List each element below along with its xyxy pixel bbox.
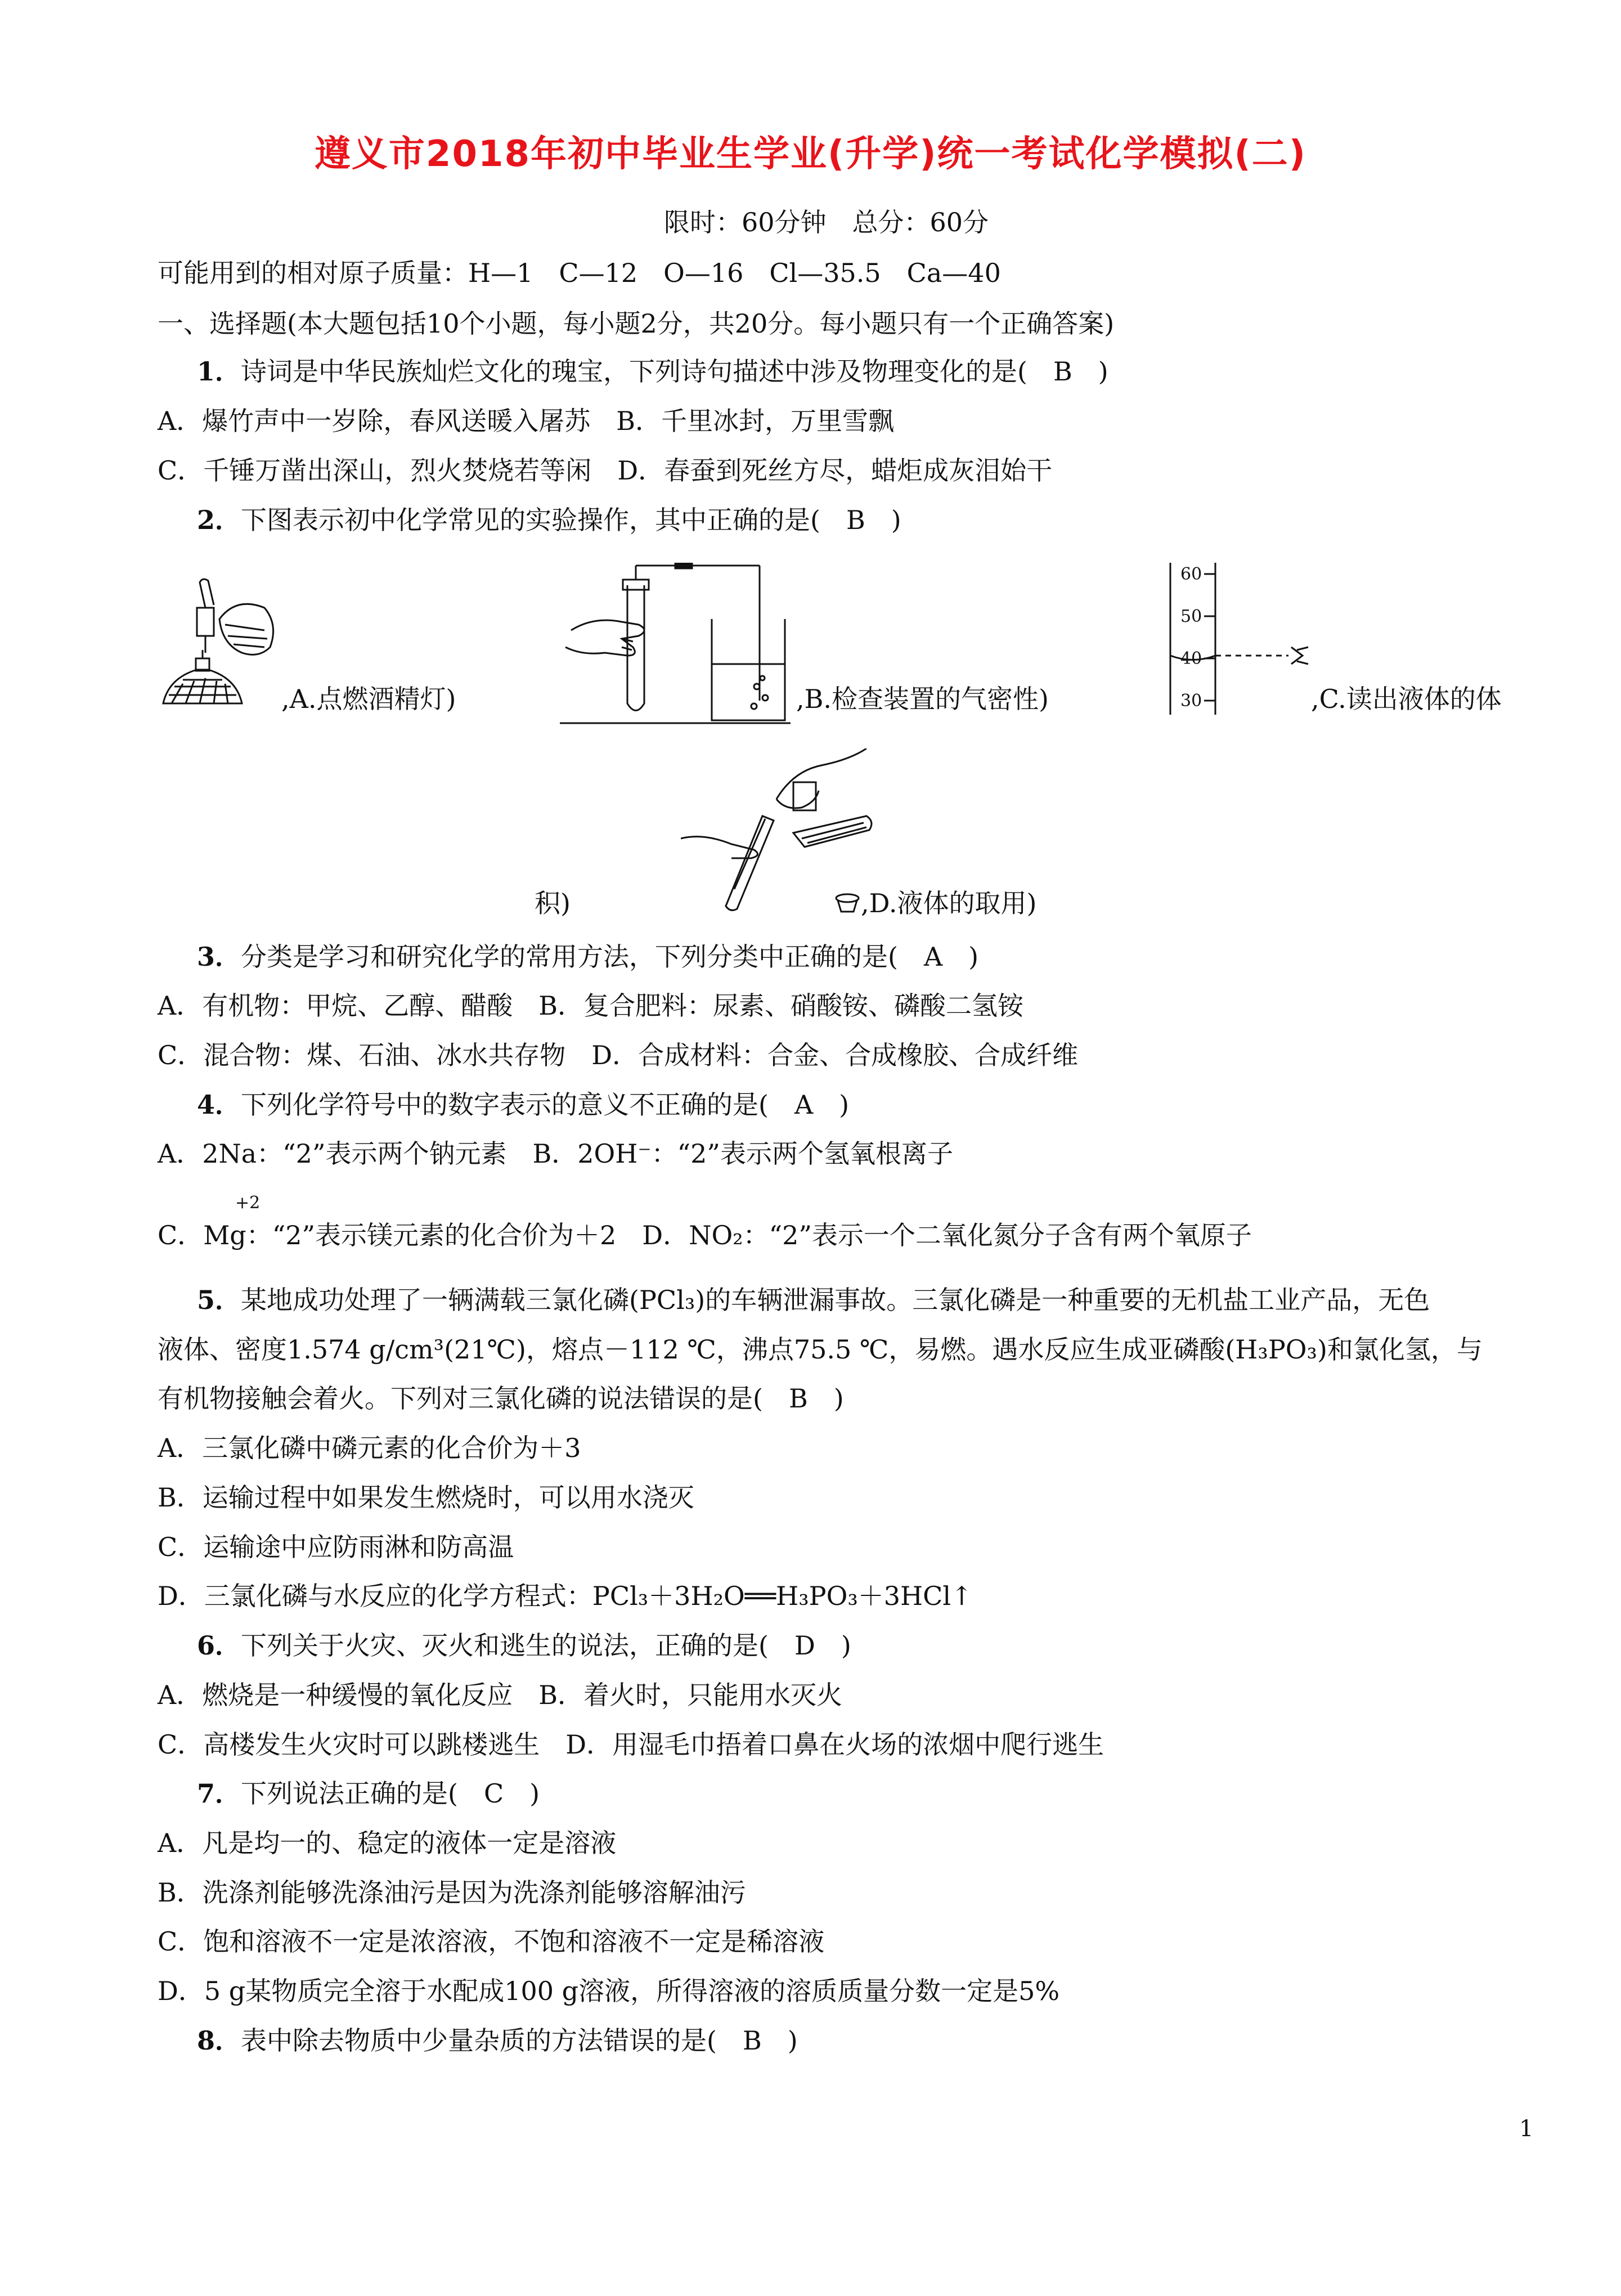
q7-option-a: A．凡是均一的、稳定的液体一定是溶液 bbox=[158, 1828, 617, 1858]
question-stem: 下列说法正确的是( C ) bbox=[241, 1778, 540, 1809]
caption-b: ,B.检查装置的气密性) bbox=[796, 684, 1049, 714]
q4-options-ab: A．2Na：“2”表示两个钠元素 B．2OH⁻：“2”表示两个氢氧根离子 bbox=[158, 1138, 953, 1169]
cylinder-tick-40: 40 bbox=[1180, 649, 1202, 669]
question-stem: 下列关于火灾、灭火和逃生的说法，正确的是( D ) bbox=[241, 1630, 851, 1661]
question-stem-line1: 某地成功处理了一辆满载三氯化磷(PCl₃)的车辆泄漏事故。三氯化磷是一种重要的无机盐工业产品，无色 bbox=[241, 1285, 1430, 1315]
figure-airtightness bbox=[560, 563, 796, 726]
caption-c: ,C.读出液体的体 bbox=[1311, 684, 1502, 714]
q4-options-cd: C．Mg：“2”表示镁元素的化合价为＋2 D．NO₂：“2”表示一个二氧化氮分子含有两个氧原子 bbox=[158, 1220, 1252, 1250]
cylinder-tick-60: 60 bbox=[1180, 564, 1202, 584]
question-stem: 分类是学习和研究化学的常用方法，下列分类中正确的是( A ) bbox=[241, 941, 979, 972]
q6-options-ab: A．燃烧是一种缓慢的氧化反应 B．着火时，只能用水灭火 bbox=[158, 1680, 843, 1710]
q5-option-d: D．三氯化磷与水反应的化学方程式：PCl₃＋3H₂O══H₃PO₃＋3HCl↑ bbox=[158, 1581, 973, 1611]
page-title: 遵义市2018年初中毕业生学业(升学)统一考试化学模拟(二) bbox=[314, 133, 1307, 175]
question-stem: 下列化学符号中的数字表示的意义不正确的是( A ) bbox=[241, 1089, 850, 1120]
stopper-icon bbox=[834, 893, 860, 915]
figure-measuring-cylinder bbox=[1159, 563, 1322, 720]
section-heading: 一、选择题(本大题包括10个小题，每小题2分，共20分。每小题只有一个正确答案) bbox=[158, 308, 1115, 339]
q1-options-ab: A．爆竹声中一岁除，春风送暖入屠苏 B．千里冰封，万里雪飘 bbox=[158, 406, 895, 436]
caption-d: ,D.液体的取用) bbox=[861, 888, 1037, 918]
q5-option-c: C．运输途中应防雨淋和防高温 bbox=[158, 1532, 514, 1562]
q7-option-d: D．5 g某物质完全溶于水配成100 g溶液，所得溶液的溶质质量分数一定是5% bbox=[158, 1976, 1060, 2006]
q7-option-c: C．饱和溶液不一定是浓溶液，不饱和溶液不一定是稀溶液 bbox=[158, 1926, 825, 1957]
question-number: 6． bbox=[197, 1630, 241, 1661]
q7-option-b: B．洗涤剂能够洗涤油污是因为洗涤剂能够溶解油污 bbox=[158, 1877, 746, 1908]
question-8 bbox=[197, 2024, 798, 2057]
q1-options-cd: C．千锤万凿出深山，烈火焚烧若等闲 D．春蚕到死丝方尽，蜡炬成灰泪始干 bbox=[158, 455, 1053, 486]
exam-limits: 限时：60分钟 总分：60分 bbox=[664, 207, 989, 237]
q5-option-a: A．三氯化磷中磷元素的化合价为＋3 bbox=[158, 1433, 581, 1463]
question-2 bbox=[197, 503, 901, 537]
q3-options-cd: C．混合物：煤、石油、冰水共存物 D．合成材料：合金、合成橡胶、合成纤维 bbox=[158, 1040, 1079, 1070]
q3-options-ab: A．有机物：甲烷、乙醇、醋酸 B．复合肥料：尿素、硝酸铵、磷酸二氢铵 bbox=[158, 990, 1024, 1021]
question-stem: 下图表示初中化学常见的实验操作，其中正确的是( B ) bbox=[241, 505, 901, 535]
cylinder-tick-30: 30 bbox=[1180, 691, 1202, 711]
page-number: 1 bbox=[1519, 2116, 1534, 2142]
figure-alcohol-lamp bbox=[152, 574, 281, 726]
question-1 bbox=[197, 355, 1108, 388]
question-number: 3． bbox=[197, 941, 241, 972]
q5-option-b: B．运输过程中如果发生燃烧时，可以用水浇灭 bbox=[158, 1482, 694, 1513]
question-number: 1． bbox=[197, 356, 241, 387]
question-6 bbox=[197, 1629, 851, 1662]
atomic-masses: 可能用到的相对原子质量：H—1 C—12 O—16 Cl—35.5 Ca—40 bbox=[158, 258, 1001, 288]
cylinder-tick-50: 50 bbox=[1180, 607, 1202, 626]
question-5 bbox=[197, 1283, 1430, 1317]
q5-stem-line2: 液体、密度1.574 g/cm³(21℃)，熔点－112 ℃，沸点75.5 ℃，易燃。遇水反应生成亚磷酸(H₃PO₃)和氯化氢，与 bbox=[158, 1334, 1483, 1365]
q6-options-cd: C．高楼发生火灾时可以跳楼逃生 D．用湿毛巾捂着口鼻在火场的浓烟中爬行逃生 bbox=[158, 1729, 1104, 1760]
question-4 bbox=[197, 1088, 849, 1122]
question-7 bbox=[197, 1777, 540, 1810]
question-3 bbox=[197, 940, 978, 974]
question-number: 5． bbox=[197, 1285, 241, 1315]
question-number: 7． bbox=[197, 1778, 241, 1809]
question-number: 2． bbox=[197, 505, 241, 535]
question-stem: 表中除去物质中少量杂质的方法错误的是( B ) bbox=[241, 2025, 798, 2056]
question-number: 8． bbox=[197, 2025, 241, 2056]
caption-c-continued: 积) bbox=[535, 888, 571, 918]
caption-a: ,A.点燃酒精灯) bbox=[281, 684, 456, 714]
question-number: 4． bbox=[197, 1089, 241, 1120]
q5-stem-line3: 有机物接触会着火。下列对三氯化磷的说法错误的是( B ) bbox=[158, 1383, 844, 1414]
figure-liquid-transfer bbox=[681, 748, 883, 912]
valence-superscript: +2 bbox=[235, 1193, 261, 1213]
question-stem: 诗词是中华民族灿烂文化的瑰宝，下列诗句描述中涉及物理变化的是( B ) bbox=[241, 356, 1108, 387]
